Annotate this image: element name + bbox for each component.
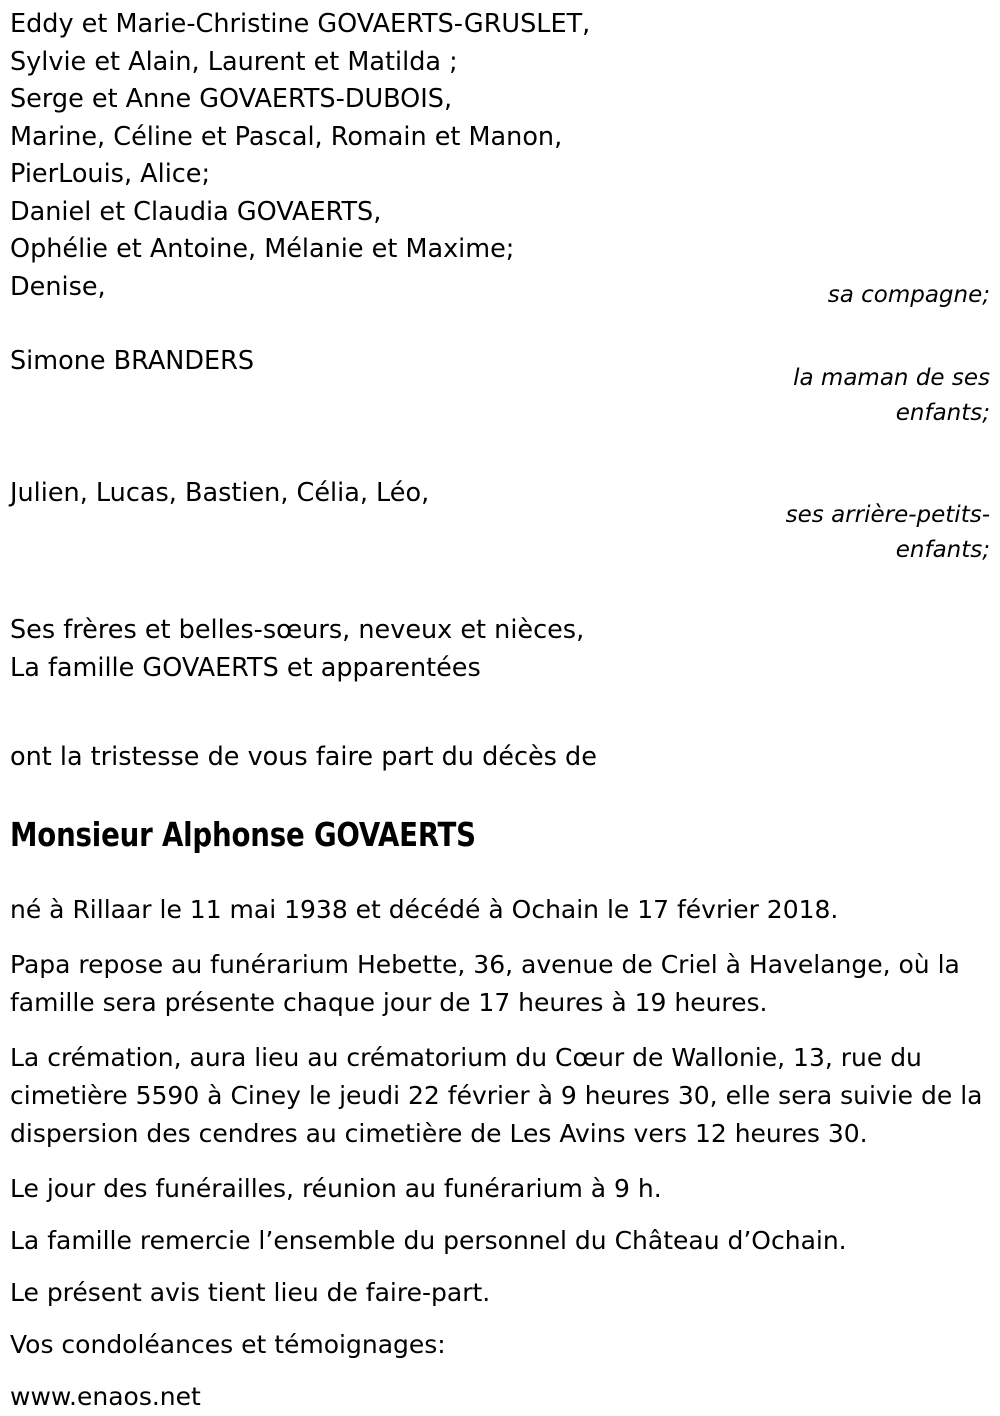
announcement-intro: ont la tristesse de vous faire part du décès de <box>10 742 597 772</box>
relation-maman <box>710 343 990 431</box>
roster-line: Serge et Anne GOVAERTS-DUBOIS, <box>10 84 453 114</box>
relation-line: sa compagne; <box>827 282 990 308</box>
roster-row-extended-family <box>10 612 990 687</box>
cremation-paragraph: La crémation, aura lieu au crématorium du Cœur de Wallonie, 13, rue du cimetière 5590 à Ciney le jeudi 22 février à 9 heures 30, elle sera suivie de la dispersion des cendres au cimetière de Les Avins vers 12 heures 30. <box>10 1042 983 1148</box>
thanks-paragraph: La famille remercie l’ensemble du personnel du Château d’Ochain. <box>10 1225 847 1255</box>
website-link[interactable]: www.enaos.net <box>10 1381 201 1411</box>
condolences-label: Vos condoléances et témoignages: <box>10 1329 446 1359</box>
relation-line: la maman de ses <box>793 365 990 391</box>
details-block <box>10 891 990 1416</box>
relation-arriere-petits-enfants <box>710 475 990 568</box>
notice-paragraph: Le présent avis tient lieu de faire-part. <box>10 1277 491 1307</box>
roster-group-children <box>10 6 590 306</box>
spacer <box>10 313 990 343</box>
relation-line: enfants; <box>895 537 990 563</box>
family-roster <box>10 6 990 687</box>
roster-row-great-grandchildren <box>10 475 990 568</box>
roster-line: Eddy et Marie-Christine GOVAERTS-GRUSLET, <box>10 9 591 39</box>
roster-row-children <box>10 6 990 313</box>
roster-line: Julien, Lucas, Bastien, Célia, Léo, <box>10 478 430 508</box>
relation-compagne <box>710 6 990 313</box>
spacer <box>10 431 990 475</box>
gathering-paragraph: Le jour des funérailles, réunion au funérarium à 9 h. <box>10 1173 662 1203</box>
roster-group-extended <box>10 612 584 687</box>
roster-group-great-grandchildren <box>10 475 429 513</box>
roster-line: PierLouis, Alice; <box>10 159 211 189</box>
deceased-name-heading: Monsieur Alphonse GOVAERTS <box>10 814 476 854</box>
roster-line: Denise, <box>10 271 106 302</box>
roster-line: Ses frères et belles-sœurs, neveux et nièces, <box>10 615 585 645</box>
wake-paragraph: Papa repose au funérarium Hebette, 36, avenue de Criel à Havelange, où la famille sera présente chaque jour de 17 heures à 19 heures. <box>10 949 960 1017</box>
birth-death-paragraph: né à Rillaar le 11 mai 1938 et décédé à Ochain le 17 février 2018. <box>10 894 839 924</box>
roster-line: Daniel et Claudia GOVAERTS, <box>10 196 382 227</box>
roster-line: Sylvie et Alain, Laurent et Matilda ; <box>10 46 458 77</box>
relation-line: ses arrière-petits- <box>785 502 990 528</box>
roster-line: Marine, Céline et Pascal, Romain et Manon, <box>10 121 563 152</box>
roster-row-mother <box>10 343 990 431</box>
roster-group-mother <box>10 343 254 381</box>
relation-line: enfants; <box>895 400 990 426</box>
roster-line: Ophélie et Antoine, Mélanie et Maxime; <box>10 234 515 264</box>
spacer <box>10 568 990 612</box>
roster-line: Simone BRANDERS <box>10 346 255 376</box>
roster-line: La famille GOVAERTS et apparentées <box>10 652 481 683</box>
